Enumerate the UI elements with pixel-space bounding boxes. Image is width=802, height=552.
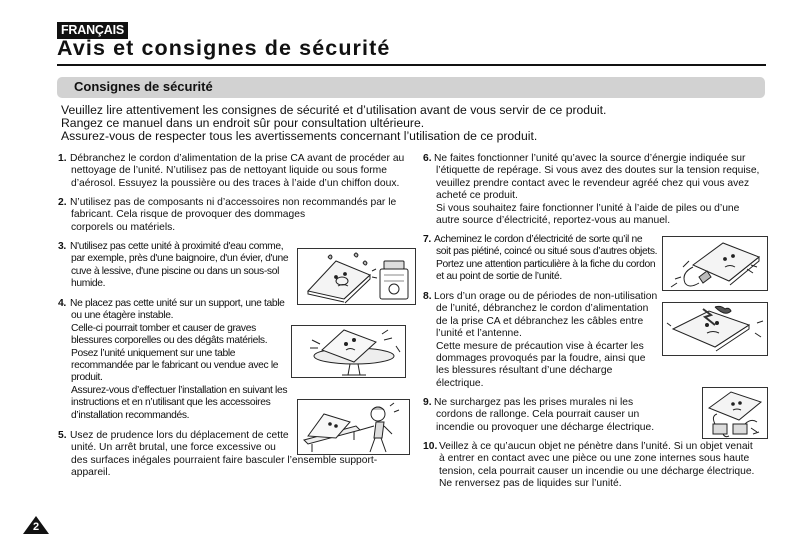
title-rule: [57, 64, 766, 66]
safety-item-6: [423, 153, 759, 227]
item-number: 8.: [423, 291, 432, 302]
item-line: électrique.: [436, 377, 484, 389]
page-number-badge: [23, 516, 49, 534]
item-line: Lors d’un orage ou de périodes de non-utilisation: [434, 291, 658, 302]
item-line: Ne surchargez pas les prises murales ni les: [434, 397, 634, 408]
safety-item-7: [423, 234, 657, 284]
item-line: soit pas piétiné, coincé ou situé sous d’autres objets.: [436, 246, 658, 258]
item-line: de l’unité, débranchez le cordon d’alimentation: [436, 303, 649, 315]
power-cord-icon: [662, 236, 768, 291]
item-number: 10.: [423, 441, 438, 452]
safety-item-1: [58, 153, 404, 190]
item-number: 1.: [58, 153, 67, 164]
item-line: Celle-ci pourrait tomber et causer de graves: [71, 322, 256, 334]
item-line: Posez l’unité uniquement sur une table: [71, 347, 236, 359]
item-line: humide.: [71, 278, 106, 290]
item-line: Veillez à ce qu’aucun objet ne pénètre dans l’unité. Si un objet venait: [439, 441, 753, 452]
item-number: 4.: [58, 298, 66, 309]
item-line: les blessures résultant d’une décharge: [436, 365, 613, 377]
item-line: l’unité et l’antenne.: [436, 328, 522, 340]
page-number: 2: [32, 521, 40, 533]
item-line: Si vous souhaitez faire fonctionner l’unité à l’aide de piles ou d’une: [436, 202, 740, 214]
item-line: à entrer en contact avec une pièce ou une zone internes sous haute: [439, 453, 750, 465]
item-line: et au point de sortie de l’unité.: [436, 271, 562, 283]
item-line: nettoyage de l’unité. N’utilisez pas de nettoyant liquide ou sous forme: [71, 165, 387, 177]
item-line: N’utilisez pas de composants ni d’accessoires non recommandés par le: [70, 197, 397, 208]
section-header: [57, 77, 765, 98]
item-line: corporels ou matériels.: [71, 221, 176, 233]
item-line: ou une étagère instable.: [71, 310, 174, 322]
item-line: acheté ce produit.: [436, 190, 518, 202]
item-number: 2.: [58, 197, 67, 208]
item-number: 5.: [58, 430, 67, 441]
item-line: Acheminez le cordon d’électricité de sorte qu’il ne: [434, 234, 643, 245]
item-line: Cette mesure de précaution vise à écarter les: [436, 340, 644, 352]
item-line: d’installation recommandés.: [71, 409, 190, 421]
item-line: par exemple, près d'une baignoire, d'un évier, d'une: [71, 253, 289, 265]
item-line: blessures corporelles ou des dégâts matériels.: [71, 335, 268, 347]
item-line: de la prise CA et débranchez les câbles entre: [436, 315, 644, 327]
intro-line: Assurez-vous de respecter tous les avertissements concernant l’utilisation de ce produit.: [61, 129, 538, 144]
safety-item-2: [58, 197, 396, 234]
item-line: cordons de rallonge. Cela pourrait causer un: [436, 409, 640, 421]
intro-paragraph: [61, 104, 761, 144]
item-line: tension, cela pourrait causer un incendie ou une décharge électrique.: [439, 465, 755, 477]
page-title: Avis et consignes de sécurité: [57, 36, 391, 60]
item-line: autre source d’électricité, reportez-vous au manuel.: [436, 215, 671, 227]
item-line: des surfaces inégales pourraient faire basculer l’ensemble support-: [71, 454, 378, 466]
item-line: appareil.: [71, 467, 111, 479]
item-line: fabricant. Cela risque de provoquer des dommages: [71, 209, 306, 221]
item-line: Débranchez le cordon d’alimentation de la prise CA avant de procéder au: [70, 153, 405, 164]
item-line: Portez une attention particulière à la fiche du cordon: [436, 258, 656, 270]
item-line: N'utilisez pas cette unité à proximité d'eau comme,: [70, 241, 284, 252]
lightning-icon: [662, 302, 768, 356]
item-line: produit.: [71, 372, 103, 384]
item-line: Ne renversez pas de liquides sur l’unité.: [439, 478, 622, 490]
unstable-stand-icon: [291, 325, 406, 378]
water-hazard-icon: [297, 248, 416, 305]
intro-line: Veuillez lire attentivement les consignes de sécurité et d’utilisation avant de vous servir de ce produit.: [61, 103, 607, 117]
item-line: veuillez prendre contact avec le revendeur agréé chez qui vous avez: [436, 177, 750, 189]
safety-item-9: [423, 397, 654, 434]
item-line: Ne faites fonctionner l’unité qu’avec la source d’énergie indiquée sur: [434, 153, 746, 164]
item-number: 3.: [58, 241, 66, 252]
item-line: Usez de prudence lors du déplacement de cette: [70, 430, 289, 441]
language-badge: FRANÇAIS: [57, 22, 128, 39]
item-line: Assurez-vous d’effectuer l’installation en suivant les: [71, 384, 288, 396]
safety-item-4: [58, 298, 287, 422]
item-number: 7.: [423, 234, 431, 245]
item-line: unité. Un arrêt brutal, une force excessive ou: [71, 442, 276, 454]
item-line: l’étiquette de repérage. Si vous avez des doutes sur la tension requise,: [436, 165, 760, 177]
safety-item-3: [58, 241, 288, 291]
section-title: Consignes de sécurité: [74, 79, 213, 94]
item-line: cuve à lessive, d'une piscine ou dans un sous-sol: [71, 265, 280, 277]
item-number: 6.: [423, 153, 432, 164]
item-line: dommages provoqués par la foudre, ainsi que: [436, 353, 646, 365]
item-line: incendie ou provoquer une décharge électrique.: [436, 421, 655, 433]
moving-cart-icon: [297, 399, 410, 455]
safety-item-8: [423, 291, 657, 390]
item-number: 9.: [423, 397, 432, 408]
safety-item-10: [423, 441, 754, 491]
item-line: recommandée par le fabricant ou vendue avec le: [71, 360, 279, 372]
item-line: d’aérosol. Essuyez la poussière ou des traces à l’aide d’un chiffon doux.: [71, 177, 400, 189]
item-line: instructions et en n’utilisant que les accessoires: [71, 397, 271, 409]
item-line: Ne placez pas cette unité sur un support, une table: [70, 298, 285, 309]
overloaded-outlet-icon: [702, 387, 768, 439]
intro-line: Rangez ce manuel dans un endroit sûr pour consultation ultérieure.: [61, 116, 425, 131]
